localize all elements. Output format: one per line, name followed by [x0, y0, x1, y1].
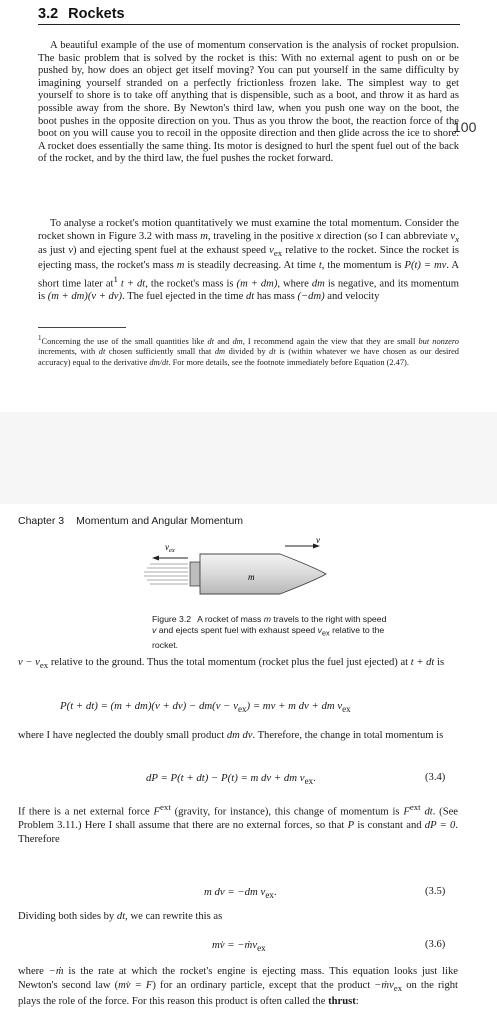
- chapter-title: Momentum and Angular Momentum: [76, 515, 244, 527]
- ground-velocity-paragraph: $v - v_{ex}$ relative to the ground. Thus the total momentum (rocket plus the fuel just ejected) at t + dt is: [18, 657, 445, 671]
- section-heading: [38, 6, 460, 25]
- equation-number-3-4: (3.4): [425, 772, 446, 783]
- figure-caption: Figure 3.2 A rocket of mass m travels to the right with speed v and ejects spent fuel with exhaust speed $v_{ex}$ relative to the rocket.: [152, 614, 387, 650]
- footnote-rule: [38, 327, 126, 328]
- rocket-figure: [120, 538, 340, 610]
- vex-label: $v_{ex}$: [165, 542, 175, 554]
- exhaust-arrow: [152, 556, 188, 561]
- external-force-paragraph: If there is a net external force $F^{ext}$ (gravity, for instance), this change of momentum is $F^{ext}$ dt. (See Problem 3.11.) Here I shall assume that there are no external forces, so that P is constant and dP = 0. Therefore: [18, 802, 458, 845]
- analysis-paragraph: To analyse a rocket's motion quantitatively we must examine the total momentum. Consider the rocket shown in Figure 3.2 with mass m, traveling in the positive x direction (so I can abbreviate $v_x$ as just v) and ejecting spent fuel at the exhaust speed $v_{ex}$ relative to the rocket. Since the rocket is ejecting mass, the rocket's mass m is steadily decreasing. At time t, the momentum is P(t) = mv. A short time later $at^1$ t + dt, the rocket's mass is (m + dm), where dm is negative, and its momentum is (m + dm)(v + dv). The fuel ejected in the time dt has mass (−dm) and velocity: [38, 218, 459, 302]
- exhaust-lines: [144, 564, 188, 584]
- equation-3-4: dP = P(t + dt) − P(t) = m dv + dm $v_{ex}$.: [146, 772, 316, 787]
- page-number-badge: 100: [453, 119, 477, 135]
- chapter-heading: [18, 515, 243, 527]
- equation-3-6: mv̇ = −ṁv$_{ex}$: [212, 939, 266, 954]
- chapter-number: Chapter 3: [18, 515, 65, 527]
- footnote-marker: 1: [113, 273, 118, 284]
- equation-number-3-5: (3.5): [425, 886, 446, 897]
- section-title: Rockets: [68, 6, 125, 22]
- thrust-paragraph: where −ṁ is the rate at which the rocket's engine is ejecting mass. This equation looks just like Newton's second law (mv̇ = F) for an ordinary particle, except that the product −ṁv$_{ex}$ on the right plays the role of the force. For this reason this product is often called the thrust:: [18, 966, 458, 1008]
- equation-number-3-6: (3.6): [425, 939, 446, 950]
- page-break: [0, 412, 497, 504]
- rocket-body: [190, 554, 326, 594]
- change-paragraph: where I have neglected the doubly small product dm dv. Therefore, the change in total momentum is: [18, 730, 444, 741]
- mass-label: m: [248, 572, 255, 582]
- velocity-label: v: [316, 538, 320, 545]
- velocity-arrow: [285, 544, 320, 549]
- dividing-paragraph: Dividing both sides by dt, we can rewrite this as: [18, 911, 223, 922]
- section-number: 3.2: [38, 6, 59, 22]
- momentum-equation: $P(t + dt) = (m + dm)(v + dv) - dm(v - v_{ex})$ = mv + m dv + dm $v_{ex}$: [60, 700, 351, 715]
- intro-paragraph: A beautiful example of the use of momentum conservation is the analysis of rocket propulsion. The basic problem that is solved by the rocket is this: With no external agent to push on or be pushed by, how does an object get itself moving? You can put yourself in the same difficulty by imagining yourself stranded on a perfectly frictionless frozen lake. The simplest way to get yourself to shore is to take off anything that is dispensible, such as a boot, and throw it as hard as possible away from the shore. By Newton's third law, when you push one way on the boot, the boot pushes in the opposite direction on you. Thus as you throw the boot, the reaction force of the boot on you will cause you to recoil in the opposite direction and then glide across the ice to shore. A rocket does essentially the same thing. Its motor is designed to hurl the spent fuel out of the back of the rocket, and by the third law, the fuel pushes the rocket forward.: [38, 40, 459, 165]
- footnote: $^1$Concerning the use of the small quantities like dt and dm, I recommend again the view that they are small but nonzero increments, with dt chosen sufficiently small that dm divided by dt is (within whatever we have chosen as our desired accuracy) equal to the derivative dm/dt. For more details, see the footnote immediately before Equation (2.47).: [38, 334, 459, 367]
- equation-3-5: m dv = −dm $v_{ex}$.: [204, 886, 277, 901]
